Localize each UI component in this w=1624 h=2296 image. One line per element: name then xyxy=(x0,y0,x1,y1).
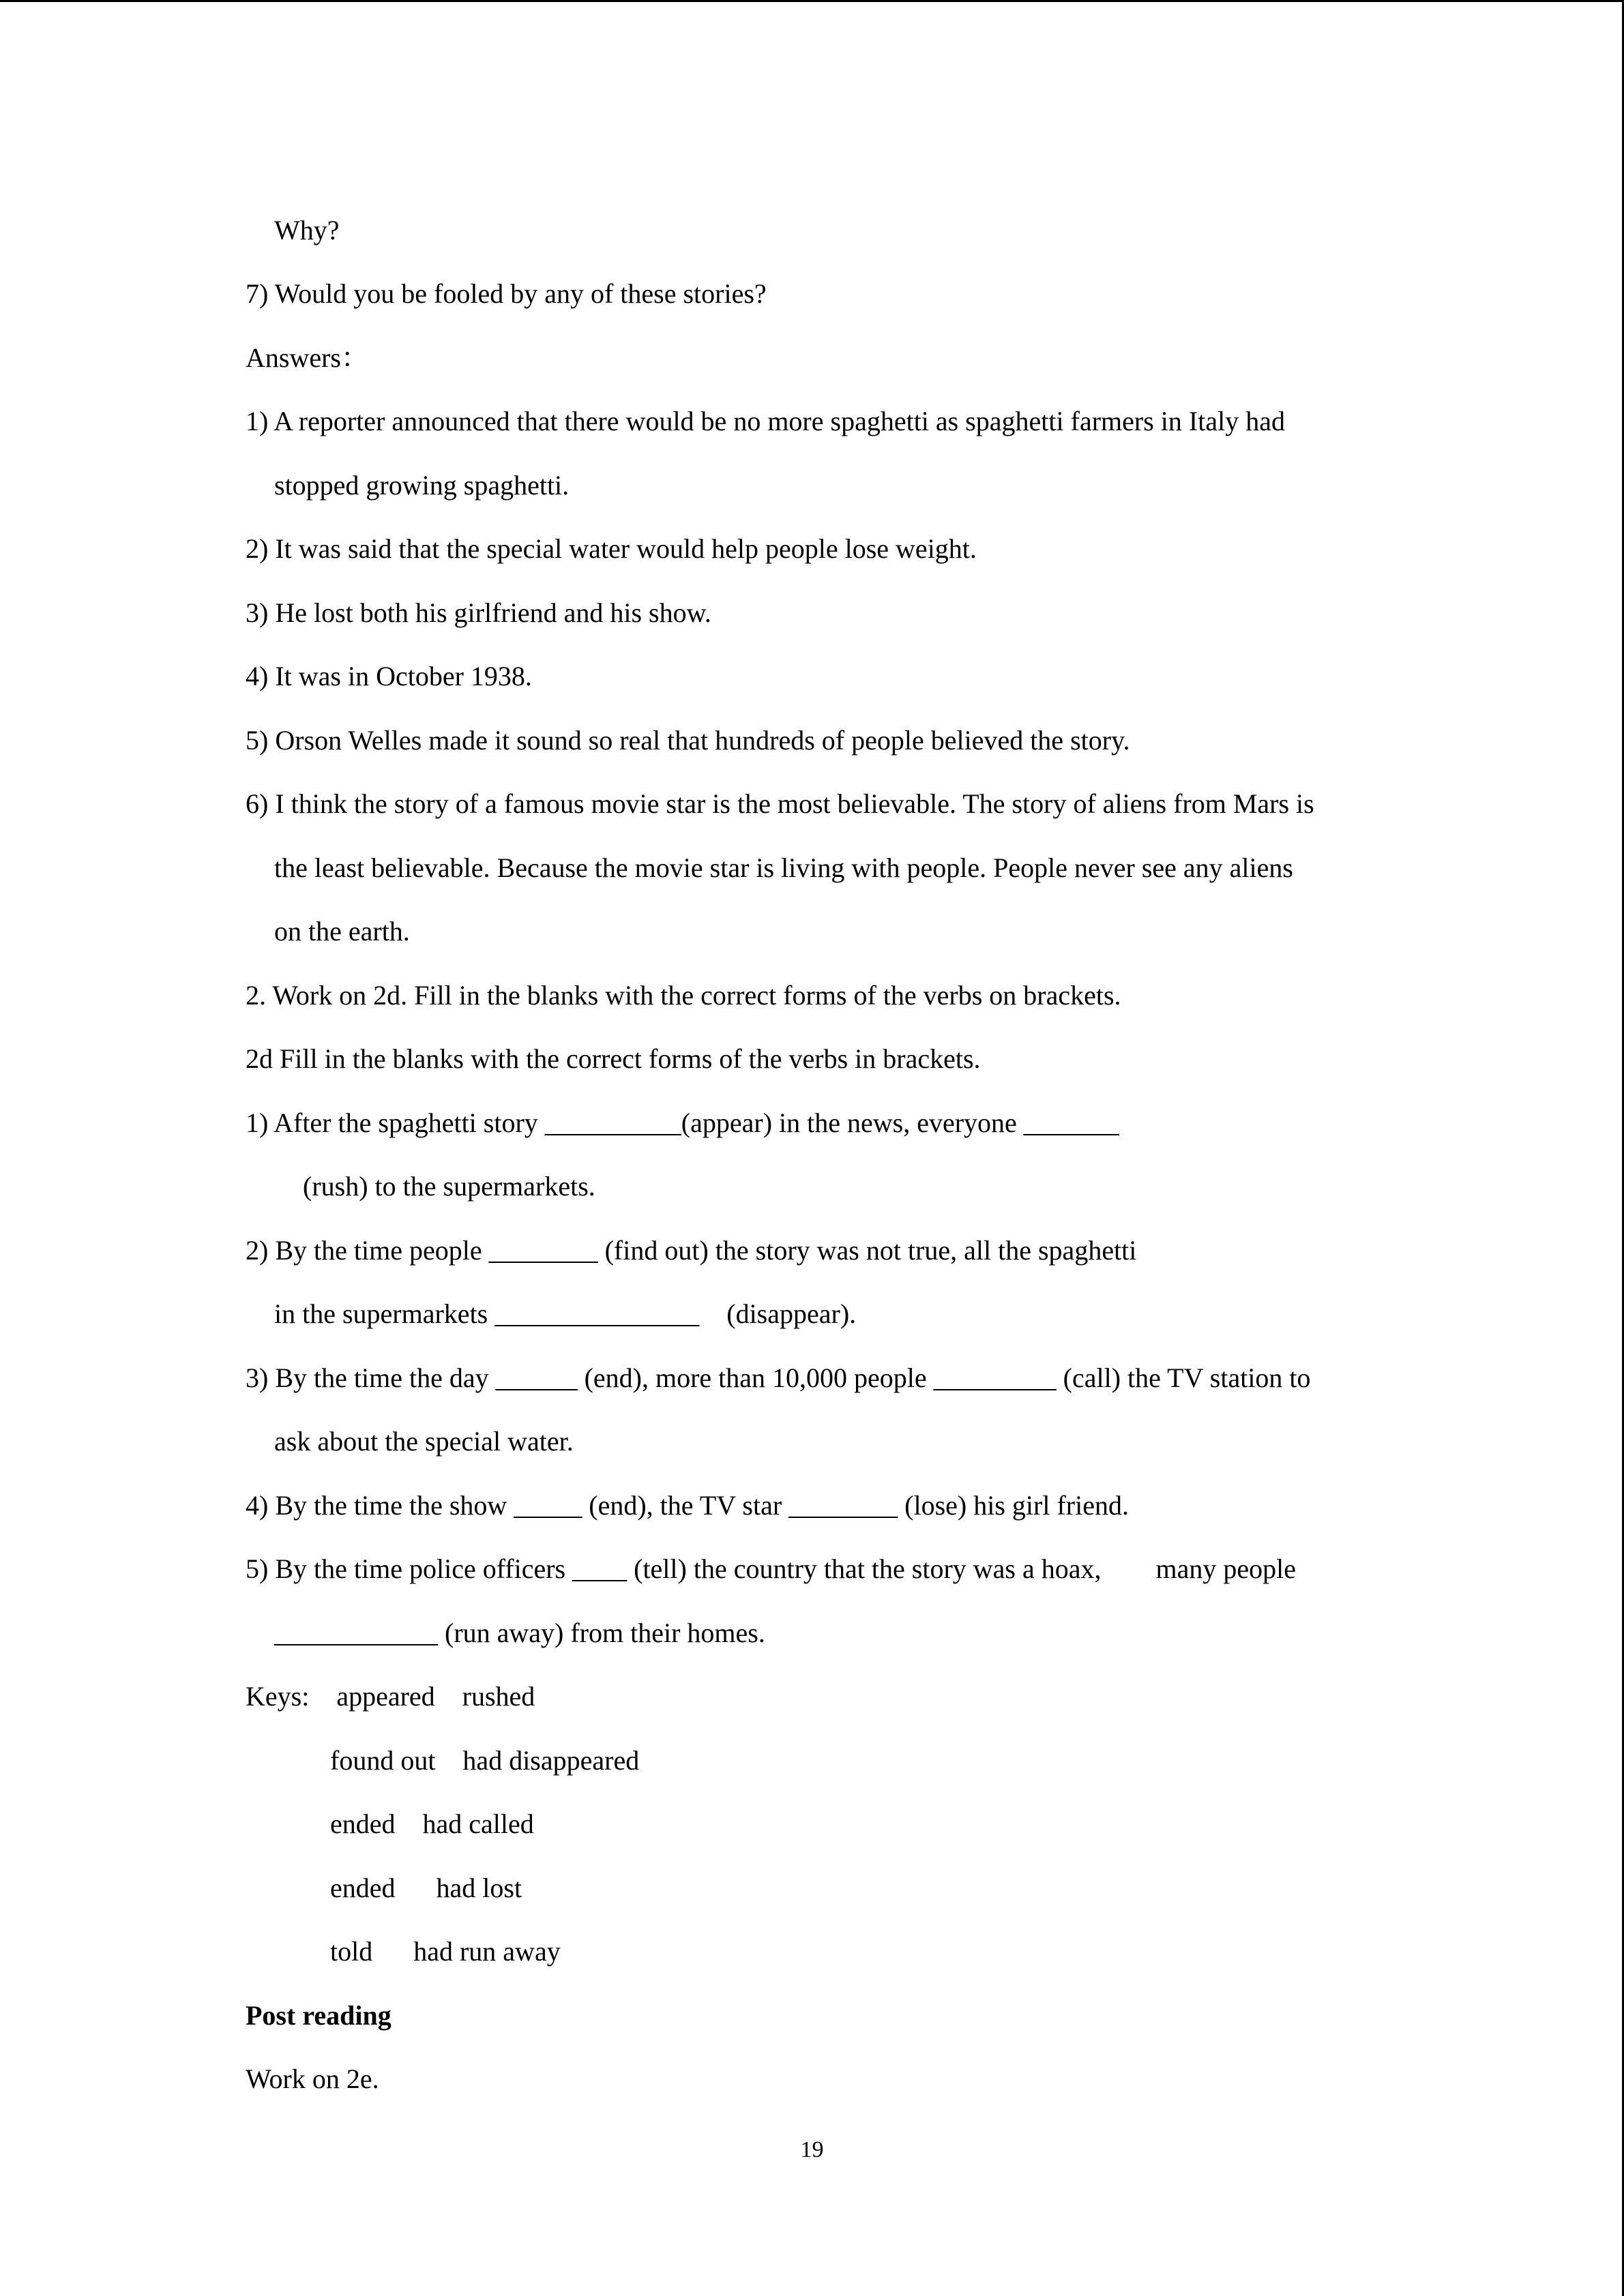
post-reading-heading: Post reading xyxy=(246,2000,392,2031)
answer-4: 4) It was in October 1938. xyxy=(246,661,532,691)
question-7: 7) Would you be fooled by any of these stories? xyxy=(246,278,767,309)
answers-heading: Answers： xyxy=(246,342,368,373)
exercise-item-2-continued: in the supermarkets _______________ (disappear). xyxy=(274,1298,857,1329)
text-line-why: Why? xyxy=(274,215,340,245)
exercise-item-5-continued: ____________ (run away) from their homes. xyxy=(274,1617,765,1648)
answer-3: 3) He lost both his girlfriend and his show. xyxy=(246,597,711,628)
exercise-item-3: 3) By the time the day ______ (end), more than 10,000 people _________ (call) the TV station to xyxy=(246,1362,1311,1393)
keys-line-2: found out had disappeared xyxy=(330,1745,640,1776)
answer-1-continued: stopped growing spaghetti. xyxy=(274,470,570,501)
answer-2: 2) It was said that the special water would help people lose weight. xyxy=(246,533,977,564)
exercise-2d-heading: 2d Fill in the blanks with the correct forms of the verbs in brackets. xyxy=(246,1043,981,1074)
answer-6-continued-1: the least believable. Because the movie star is living with people. People never see any aliens xyxy=(274,852,1293,883)
answer-5: 5) Orson Welles made it sound so real that hundreds of people believed the story. xyxy=(246,725,1130,756)
exercise-item-1: 1) After the spaghetti story __________(appear) in the news, everyone _______ xyxy=(246,1107,1119,1138)
exercise-item-3-continued: ask about the special water. xyxy=(274,1426,574,1457)
answer-6: 6) I think the story of a famous movie star is the most believable. The story of aliens from Mars is xyxy=(246,788,1314,819)
exercise-item-5: 5) By the time police officers ____ (tell) the country that the story was a hoax, many people xyxy=(246,1553,1296,1584)
keys-line-1: Keys: appeared rushed xyxy=(246,1681,535,1712)
exercise-item-2: 2) By the time people ________ (find out) the story was not true, all the spaghetti xyxy=(246,1235,1137,1266)
task-2-instruction: 2. Work on 2d. Fill in the blanks with the correct forms of the verbs on brackets. xyxy=(246,980,1121,1011)
answer-1: 1) A reporter announced that there would be no more spaghetti as spaghetti farmers in Italy had xyxy=(246,406,1285,436)
exercise-item-1-continued: (rush) to the supermarkets. xyxy=(303,1171,595,1202)
page-number: 19 xyxy=(800,2137,824,2162)
work-on-2e: Work on 2e. xyxy=(246,2063,379,2094)
keys-line-4: ended had lost xyxy=(330,1873,522,1903)
exercise-item-4: 4) By the time the show _____ (end), the TV star ________ (lose) his girl friend. xyxy=(246,1490,1129,1521)
answer-6-continued-2: on the earth. xyxy=(274,916,410,946)
keys-line-5: told had run away xyxy=(330,1936,561,1967)
keys-line-3: ended had called xyxy=(330,1808,534,1839)
